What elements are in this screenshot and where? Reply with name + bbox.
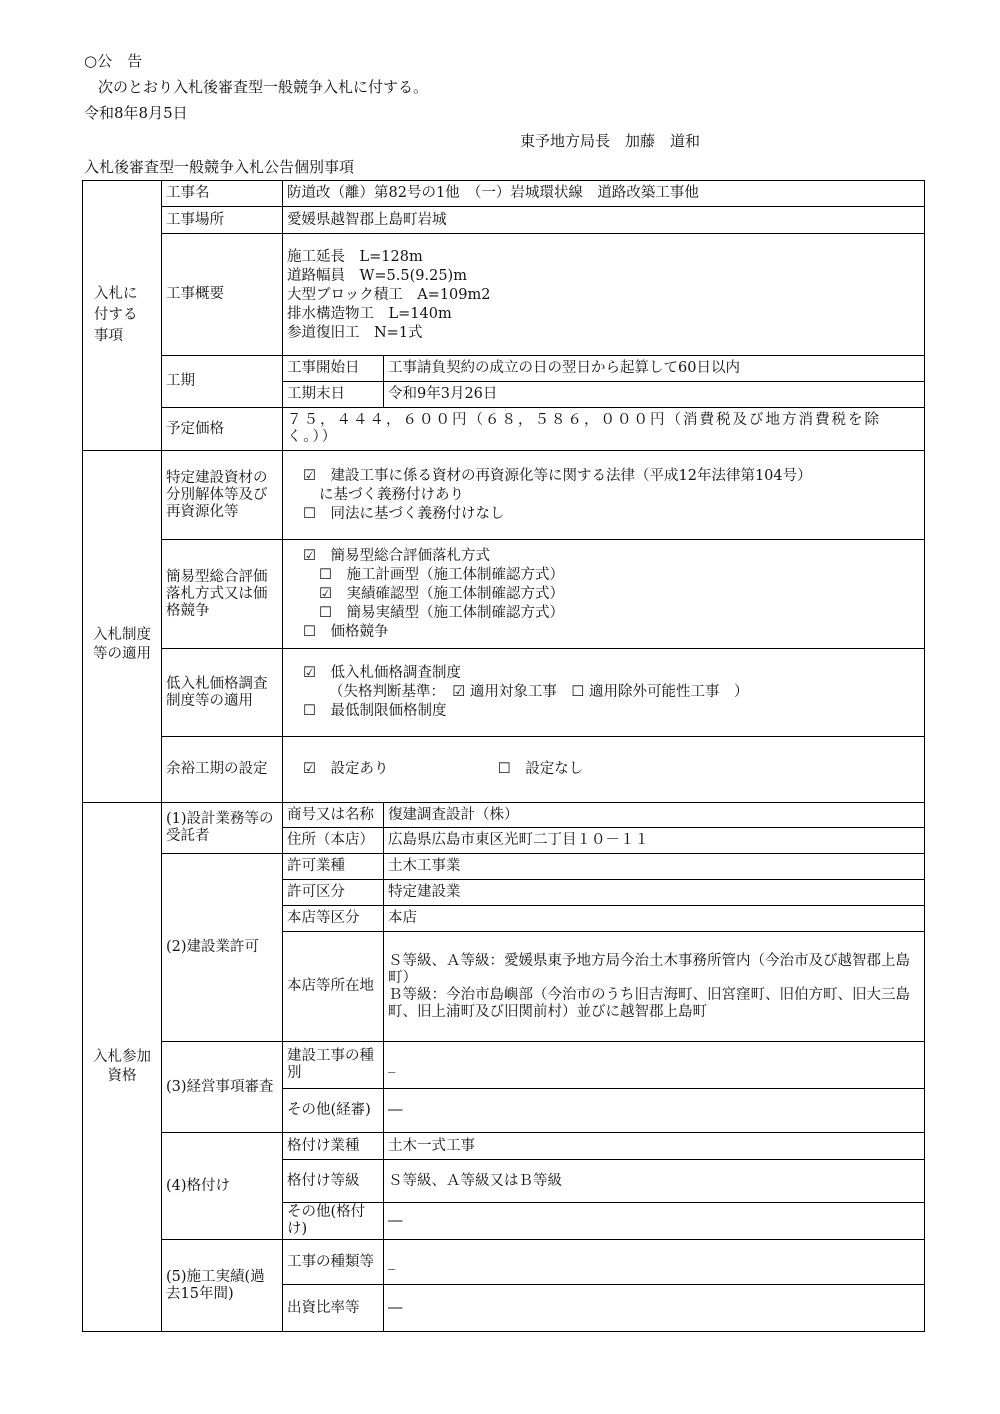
checked-box-icon[interactable]: ☑ <box>319 585 332 602</box>
recycle-options <box>283 451 925 540</box>
overview-line: 大型ブロック積工 A=109m2 <box>287 287 491 303</box>
office-location-label: 本店等所在地 <box>283 932 384 1042</box>
overview-line: 参道復旧工 N=1式 <box>287 325 423 341</box>
office-location-line-1: Ｓ等級、Ａ等級：愛媛県東予地方局今治土木事務所管内（今治市及び越智郡上島町） <box>388 952 910 986</box>
bid-method-label: 簡易型総合評価落札方式又は価格競争 <box>162 540 283 649</box>
unchecked-box-icon[interactable]: ☐ <box>497 761 511 777</box>
review-type-label: 建設工事の種別 <box>283 1042 384 1089</box>
disqualify-criteria-label: （失格判断基準： <box>329 684 438 700</box>
office-type-label: 本店等区分 <box>283 906 384 932</box>
office-location-value <box>384 932 925 1042</box>
unchecked-box-icon[interactable]: ☐ <box>303 703 316 719</box>
criteria-applicable: 適用対象工事 <box>469 684 557 700</box>
recycle-option-no: 同法に基づく義務付けなし <box>330 505 505 522</box>
review-other-value: ― <box>384 1089 925 1133</box>
trade-name-label: 商号又は名称 <box>283 803 384 828</box>
record-type-label: 工事の種類等 <box>283 1240 384 1285</box>
margin-yes: 設定あり <box>330 761 389 777</box>
review-other-label: その他(経審) <box>283 1089 384 1133</box>
checked-box-icon[interactable]: ☑ <box>303 761 316 777</box>
rank-grade-value: Ｓ等級、Ａ等級又はＢ等級 <box>384 1160 925 1203</box>
recycle-label: 特定建設資材の分別解体等及び再資源化等 <box>162 451 283 540</box>
low-bid-label: 低入札価格調査制度等の適用 <box>162 649 283 737</box>
method-sub-plan: 施工計画型（施工体制確認方式） <box>346 566 564 583</box>
construction-place-label: 工事場所 <box>162 207 283 234</box>
address-label: 住所（本店） <box>283 828 384 854</box>
unchecked-box-icon[interactable]: ☐ <box>319 604 332 621</box>
address-value: 広島県広島市東区光町二丁目１０－１１ <box>384 828 925 854</box>
overview-line: 道路幅員 W=5.5(9.25)m <box>287 268 467 284</box>
method-price-competition: 価格競争 <box>330 623 389 640</box>
rank-grade-label: 格付け等級 <box>283 1160 384 1203</box>
permit-class-value: 特定建設業 <box>384 880 925 906</box>
office-type-value: 本店 <box>384 906 925 932</box>
permit-label: (2)建設業許可 <box>162 854 283 1042</box>
overview-line: 施工延長 L=128m <box>287 249 423 265</box>
permit-class-label: 許可区分 <box>283 880 384 906</box>
office-location-line-2: Ｂ等級：今治市島嶼部（今治市のうち旧吉海町、旧宮窪町、旧伯方町、旧大三島町、旧上浦町及び旧関前村）並びに越智郡上島町 <box>388 986 910 1020</box>
criteria-exempt: 適用除外可能性工事 ） <box>588 684 749 700</box>
start-date-label: 工事開始日 <box>283 356 384 382</box>
planned-price-value: ７５，４４４，６００円（６８，５８６，０００円（消費税及び地方消費税を除く。）） <box>283 408 925 451</box>
issuer: 東予地方局長 加藤 道和 <box>520 132 701 150</box>
table-title: 入札後審査型一般競争入札公告個別事項 <box>84 158 355 176</box>
section-matters: 入札に付する事項 <box>83 181 162 451</box>
rank-other-label: その他(格付け) <box>283 1203 384 1240</box>
period-label: 工期 <box>162 356 283 408</box>
low-bid-survey: 低入札価格調査制度 <box>330 665 461 681</box>
record-type-value: _ <box>384 1240 925 1285</box>
rank-type-value: 土木一式工事 <box>384 1133 925 1160</box>
end-date-value: 令和9年3月26日 <box>384 382 925 408</box>
bid-method-options <box>283 540 925 649</box>
recycle-option-yes-cont: に基づく義務付けあり <box>319 486 464 503</box>
rank-type-label: 格付け業種 <box>283 1133 384 1160</box>
unchecked-box-icon[interactable]: ☐ <box>319 566 332 583</box>
notice-intro: 次のとおり入札後審査型一般競争入札に付する。 <box>98 78 429 96</box>
record-label: (5)施工実績(過去15年間) <box>162 1240 283 1332</box>
notice-table <box>82 180 925 1332</box>
margin-period-options <box>283 737 925 803</box>
overview-line: 排水構造物工 L=140m <box>287 306 452 322</box>
rank-other-value: ― <box>384 1203 925 1240</box>
permit-type-label: 許可業種 <box>283 854 384 880</box>
unchecked-box-icon[interactable]: ☐ <box>303 505 316 522</box>
margin-period-label: 余裕工期の設定 <box>162 737 283 803</box>
method-simple-eval: 簡易型総合評価落札方式 <box>330 547 490 564</box>
permit-type-value: 土木工事業 <box>384 854 925 880</box>
margin-no: 設定なし <box>525 761 584 777</box>
checked-box-icon[interactable]: ☑ <box>303 467 316 484</box>
checked-box-icon[interactable]: ☑ <box>452 684 466 700</box>
construction-name-value: 防道改（離）第82号の1他 （一）岩城環状線 道路改築工事他 <box>283 181 925 207</box>
checked-box-icon[interactable]: ☑ <box>303 665 316 681</box>
unchecked-box-icon[interactable]: ☐ <box>303 623 316 640</box>
construction-name-label: 工事名 <box>162 181 283 207</box>
minimum-price-system: 最低制限価格制度 <box>330 703 447 719</box>
construction-overview-label: 工事概要 <box>162 234 283 356</box>
notice-date: 令和8年8月5日 <box>84 104 188 122</box>
section-qualification: 入札参加資格 <box>83 803 162 1332</box>
unchecked-box-icon[interactable]: ☐ <box>571 684 585 700</box>
review-type-value: _ <box>384 1042 925 1089</box>
record-ratio-value: ― <box>384 1285 925 1332</box>
rank-label: (4)格付け <box>162 1133 283 1240</box>
notice-label: ○公 告 <box>84 52 143 70</box>
recycle-option-yes: 建設工事に係る資材の再資源化等に関する法律（平成12年法律第104号） <box>330 467 812 484</box>
construction-place-value: 愛媛県越智郡上島町岩城 <box>283 207 925 234</box>
review-label: (3)経営事項審査 <box>162 1042 283 1133</box>
method-sub-record: 実績確認型（施工体制確認方式） <box>346 585 564 602</box>
designer-label: (1)設計業務等の受託者 <box>162 803 283 854</box>
trade-name-value: 復建調査設計（株） <box>384 803 925 828</box>
low-bid-options <box>283 649 925 737</box>
checked-box-icon[interactable]: ☑ <box>303 547 316 564</box>
end-date-label: 工期末日 <box>283 382 384 408</box>
section-system: 入札制度等の適用 <box>83 451 162 803</box>
record-ratio-label: 出資比率等 <box>283 1285 384 1332</box>
construction-overview-value <box>283 234 925 356</box>
method-sub-simple-record: 簡易実績型（施工体制確認方式） <box>346 604 564 621</box>
start-date-value: 工事請負契約の成立の日の翌日から起算して60日以内 <box>384 356 925 382</box>
planned-price-label: 予定価格 <box>162 408 283 451</box>
